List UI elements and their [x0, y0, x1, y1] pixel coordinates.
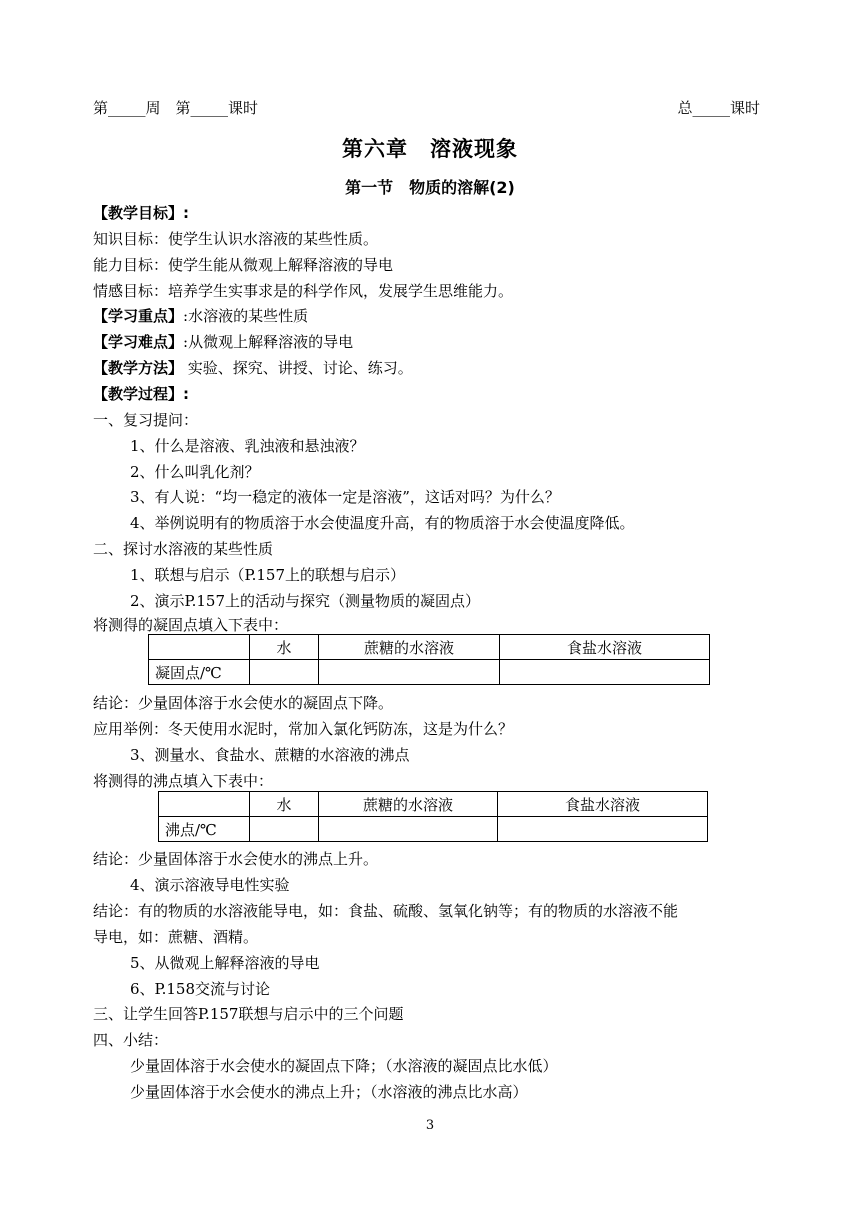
objectives-heading: 【教学目标】:	[93, 204, 189, 222]
summary-heading: 四、小结：	[93, 1031, 169, 1049]
table-cell	[319, 817, 498, 842]
table-cell	[250, 660, 319, 685]
explore-step1: 1、联想与启示（P.157上的联想与启示）	[130, 566, 405, 584]
process-heading: 【教学过程】:	[93, 385, 189, 403]
explore-step4: 4、演示溶液导电性实验	[130, 876, 290, 894]
review-q2: 2、什么叫乳化剂？	[130, 463, 260, 481]
application-example: 应用举例：冬天使用水泥时，常加入氯化钙防冻，这是为什么？	[93, 720, 514, 738]
table2-intro: 将测得的沸点填入下表中：	[93, 772, 274, 790]
total-lesson-header: 总_____课时	[677, 99, 760, 117]
difficulty-text: :从微观上解释溶液的导电	[183, 333, 354, 351]
table1-intro: 将测得的凝固点填入下表中：	[93, 616, 289, 634]
key-point-text: :水溶液的某些性质	[183, 307, 309, 325]
key-point	[93, 305, 308, 326]
difficulty	[93, 331, 353, 352]
explore-heading: 二、探讨水溶液的某些性质	[93, 540, 274, 558]
review-q4: 4、举例说明有的物质溶于水会使温度升高，有的物质溶于水会使温度降低。	[130, 514, 635, 532]
explore-step3: 3、测量水、食盐水、蔗糖的水溶液的沸点	[130, 746, 410, 764]
table-header-salt-solution: 食盐水溶液	[500, 635, 710, 660]
table-header-water: 水	[250, 792, 319, 817]
part3-heading: 三、让学生回答P.157联想与启示中的三个问题	[93, 1005, 404, 1023]
explore-step6: 6、P.158交流与讨论	[130, 980, 270, 998]
section-title: 第一节 物质的溶解(2)	[345, 178, 515, 197]
difficulty-label: 【学习难点】	[93, 333, 184, 351]
summary-line1: 少量固体溶于水会使水的凝固点下降；（水溶液的凝固点比水低）	[130, 1057, 558, 1075]
ability-objective: 能力目标：使学生能从微观上解释溶液的导电	[93, 256, 394, 274]
table-cell	[159, 792, 250, 817]
table-cell	[319, 660, 500, 685]
table-row	[159, 817, 708, 842]
table-row	[149, 635, 710, 660]
week-lesson-header: 第_____周 第_____课时	[93, 99, 259, 117]
freezing-point-table	[148, 634, 710, 685]
table-cell	[250, 817, 319, 842]
table-header-sugar-solution: 蔗糖的水溶液	[319, 635, 500, 660]
knowledge-objective: 知识目标：使学生认识水溶液的某些性质。	[93, 230, 379, 248]
table-row	[159, 792, 708, 817]
emotion-objective: 情感目标：培养学生实事求是的科学作风，发展学生思维能力。	[93, 282, 514, 300]
key-point-label: 【学习重点】	[93, 307, 184, 325]
boiling-point-label: 沸点/℃	[159, 817, 250, 842]
review-q1: 1、什么是溶液、乳浊液和悬浊液？	[130, 437, 365, 455]
explore-step5: 5、从微观上解释溶液的导电	[130, 954, 320, 972]
conclusion-conductivity: 结论：有的物质的水溶液能导电，如：食盐、硫酸、氢氧化钠等；有的物质的水溶液不能	[93, 902, 679, 920]
review-q3: 3、有人说：“均一稳定的液体一定是溶液”，这话对吗？为什么？	[130, 488, 560, 506]
method-label: 【教学方法】	[93, 359, 184, 377]
summary-line2: 少量固体溶于水会使水的沸点上升；（水溶液的沸点比水高）	[130, 1083, 528, 1101]
conclusion-boiling: 结论：少量固体溶于水会使水的沸点上升。	[93, 850, 379, 868]
chapter-title: 第六章 溶液现象	[342, 137, 518, 161]
boiling-point-table	[158, 791, 708, 842]
table-row	[149, 660, 710, 685]
table-header-sugar-solution: 蔗糖的水溶液	[319, 792, 498, 817]
conclusion-conductivity-cont: 导电，如：蔗糖、酒精。	[93, 928, 259, 946]
table-header-salt-solution: 食盐水溶液	[498, 792, 708, 817]
table-cell	[500, 660, 710, 685]
freezing-point-label: 凝固点/℃	[149, 660, 250, 685]
teaching-method	[93, 357, 413, 378]
table-cell	[498, 817, 708, 842]
explore-step2: 2、演示P.157上的活动与探究（测量物质的凝固点）	[130, 592, 480, 610]
conclusion-freezing: 结论：少量固体溶于水会使水的凝固点下降。	[93, 694, 394, 712]
review-heading: 一、复习提问：	[93, 411, 199, 429]
method-text: 实验、探究、讲授、讨论、练习。	[183, 359, 413, 377]
table-header-water: 水	[250, 635, 319, 660]
page-number: 3	[425, 1118, 435, 1133]
table-cell	[149, 635, 250, 660]
